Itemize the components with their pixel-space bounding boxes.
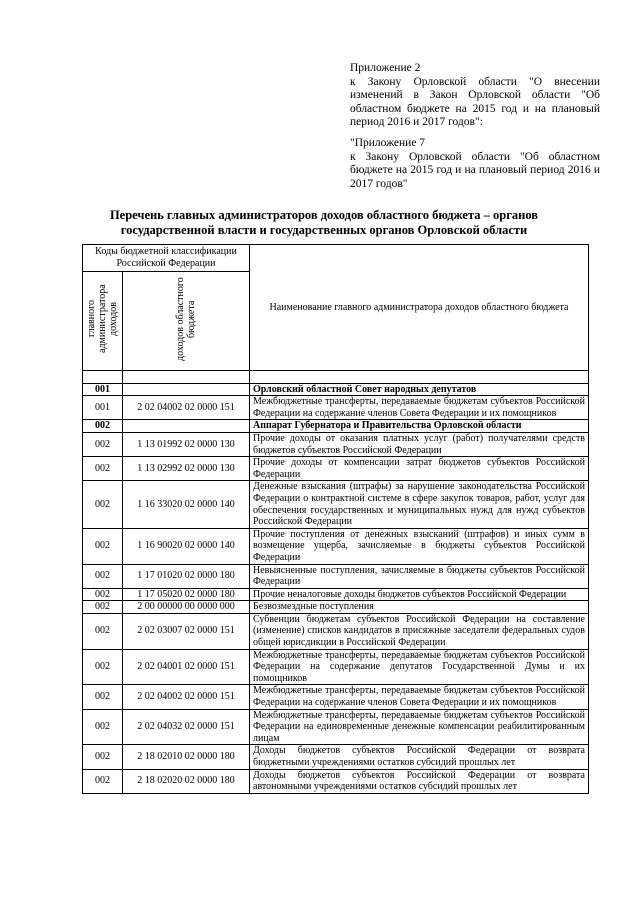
name-cell: Межбюджетные трансферты, передаваемые бюджетам субъектов Российской Федерации на содержание членов Совета Федерации и их помощников bbox=[250, 396, 589, 420]
table-row bbox=[83, 457, 589, 481]
revenue-code-cell: 2 18 02020 02 0000 180 bbox=[123, 769, 250, 793]
name-cell: Межбюджетные трансферты, передаваемые бюджетам субъектов Российской Федерации на содержание депутатов Государственной Думы и их помощников bbox=[250, 649, 589, 685]
separator-cell bbox=[83, 370, 123, 383]
admin-code-cell: 002 bbox=[83, 709, 123, 745]
table-row bbox=[83, 769, 589, 793]
name-cell: Прочие неналоговые доходы бюджетов субъектов Российской Федерации bbox=[250, 588, 589, 601]
revenue-code-cell: 1 17 01020 02 0000 180 bbox=[123, 564, 250, 588]
admin-code-cell: 002 bbox=[83, 457, 123, 481]
revenue-code-cell bbox=[123, 420, 250, 433]
revenue-code-cell: 1 16 90020 02 0000 140 bbox=[123, 528, 250, 564]
admin-code-cell: 002 bbox=[83, 613, 123, 649]
table-row bbox=[83, 709, 589, 745]
name-cell: Денежные взыскания (штрафы) за нарушение законодательства Российской Федерации о контрактной системе в сфере закупок товаров, работ, услуг для обеспечения государственных и муниципальных нужд для нужд субъектов Российской Федерации bbox=[250, 481, 589, 528]
name-cell: Прочие поступления от денежных взысканий (штрафов) и иных сумм в возмещение ущерба, зачисляемые в бюджеты субъектов Российской Федерации bbox=[250, 528, 589, 564]
header-admin-column bbox=[83, 272, 123, 371]
name-cell: Орловский областной Совет народных депутатов bbox=[250, 383, 589, 396]
admin-code-cell: 002 bbox=[83, 685, 123, 709]
document-title: Перечень главных администраторов доходов областного бюджета – органов государственной власти и государственных органов Орловской области bbox=[109, 208, 539, 237]
name-cell: Межбюджетные трансферты, передаваемые бюджетам субъектов Российской Федерации на содержание членов Совета Федерации и их помощников bbox=[250, 685, 589, 709]
admin-code-cell: 002 bbox=[83, 745, 123, 769]
admin-code-cell: 002 bbox=[83, 481, 123, 528]
separator-cell bbox=[123, 370, 250, 383]
table-row bbox=[83, 564, 589, 588]
table-row bbox=[83, 588, 589, 601]
name-cell: Субвенции бюджетам субъектов Российской Федерации на составление (изменение) списков кандидатов в присяжные заседатели федеральных судов общей юрисдикции в Российской Федерации bbox=[250, 613, 589, 649]
header-name-column: Наименование главного администратора доходов областного бюджета bbox=[250, 245, 589, 371]
table-row bbox=[83, 481, 589, 528]
header-admin-label: главного администратора доходов bbox=[86, 284, 119, 354]
name-cell: Прочие доходы от оказания платных услуг (работ) получателями средств бюджетов субъектов Российской Федерации bbox=[250, 432, 589, 456]
table-row bbox=[83, 396, 589, 420]
revenue-code-cell: 2 02 04001 02 0000 151 bbox=[123, 649, 250, 685]
admin-code-cell: 002 bbox=[83, 769, 123, 793]
separator-cell bbox=[250, 370, 589, 383]
revenue-code-cell: 2 02 04002 02 0000 151 bbox=[123, 685, 250, 709]
table-row bbox=[83, 601, 589, 614]
revenue-code-cell: 2 18 02010 02 0000 180 bbox=[123, 745, 250, 769]
admin-code-cell: 002 bbox=[83, 588, 123, 601]
name-cell: Доходы бюджетов субъектов Российской Федерации от возврата бюджетными учреждениями остатков субсидий прошлых лет bbox=[250, 745, 589, 769]
revenue-code-cell: 1 13 01992 02 0000 130 bbox=[123, 432, 250, 456]
revenue-code-cell: 2 02 03007 02 0000 151 bbox=[123, 613, 250, 649]
name-cell: Доходы бюджетов субъектов Российской Федерации от возврата автономными учреждениями остатков субсидий прошлых лет bbox=[250, 769, 589, 793]
header-code-label: доходов областного бюджета bbox=[175, 277, 197, 361]
table-row bbox=[83, 528, 589, 564]
revenue-code-cell: 1 17 05020 02 0000 180 bbox=[123, 588, 250, 601]
name-cell: Безвозмездные поступления bbox=[250, 601, 589, 614]
table-row bbox=[83, 685, 589, 709]
name-cell: Невыясненные поступления, зачисляемые в бюджеты субъектов Российской Федерации bbox=[250, 564, 589, 588]
table-row bbox=[83, 420, 589, 433]
revenue-code-cell: 2 02 04002 02 0000 151 bbox=[123, 396, 250, 420]
appendix-line-3: "Приложение 7 bbox=[350, 136, 426, 149]
admin-code-cell: 001 bbox=[83, 383, 123, 396]
table-row bbox=[83, 649, 589, 685]
revenue-code-cell: 1 13 02992 02 0000 130 bbox=[123, 457, 250, 481]
admin-code-cell: 002 bbox=[83, 564, 123, 588]
admin-code-cell: 002 bbox=[83, 432, 123, 456]
admin-code-cell: 002 bbox=[83, 601, 123, 614]
appendix-line-1: Приложение 2 bbox=[350, 62, 421, 74]
admin-code-cell: 001 bbox=[83, 396, 123, 420]
appendix-line-4: к Закону Орловской области "Об областном бюджете на 2015 год и на плановый период 2016 и 2017 годов" bbox=[350, 150, 600, 190]
table-row bbox=[83, 745, 589, 769]
revenue-administrators-table bbox=[82, 244, 589, 794]
revenue-code-cell bbox=[123, 383, 250, 396]
admin-code-cell: 002 bbox=[83, 649, 123, 685]
revenue-code-cell: 2 00 00000 00 0000 000 bbox=[123, 601, 250, 614]
name-cell: Прочие доходы от компенсации затрат бюджетов субъектов Российской Федерации bbox=[250, 457, 589, 481]
revenue-code-cell: 1 16 33020 02 0000 140 bbox=[123, 481, 250, 528]
admin-code-cell: 002 bbox=[83, 528, 123, 564]
header-code-column bbox=[123, 272, 250, 371]
table-row bbox=[83, 613, 589, 649]
table-row bbox=[83, 383, 589, 396]
header-group: Коды бюджетной классификации Российской Федерации bbox=[83, 245, 250, 272]
appendix-line-2: к Закону Орловской области "О внесении изменений в Закон Орловской области "Об областном бюджете на 2015 год и на плановый период 2016 и 2017 годов": bbox=[350, 75, 600, 129]
name-cell: Межбюджетные трансферты, передаваемые бюджетам субъектов Российской Федерации на единовременные денежные компенсации реабилитированным лицам bbox=[250, 709, 589, 745]
table-row bbox=[83, 432, 589, 456]
revenue-code-cell: 2 02 04032 02 0000 151 bbox=[123, 709, 250, 745]
admin-code-cell: 002 bbox=[83, 420, 123, 433]
appendix-block bbox=[350, 62, 600, 191]
name-cell: Аппарат Губернатора и Правительства Орловской области bbox=[250, 420, 589, 433]
